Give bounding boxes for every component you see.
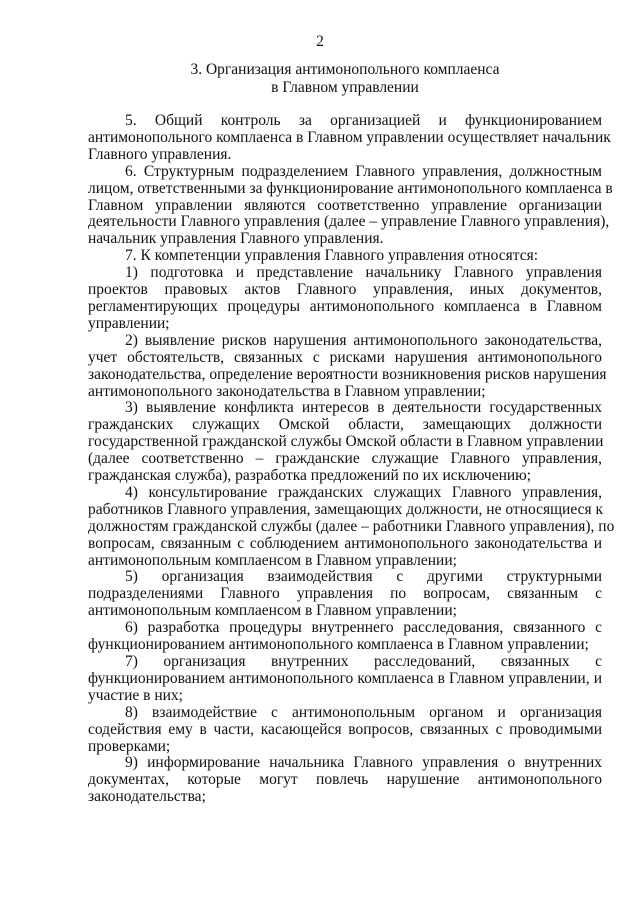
paragraph-8 bbox=[88, 569, 602, 620]
section-heading-line-2: в Главном управлении bbox=[271, 78, 419, 96]
paragraph-line: Главного управления. bbox=[88, 145, 232, 163]
paragraph-line: 1) подготовка и представление начальнику Главного управления bbox=[125, 264, 602, 282]
paragraph-line: работников Главного управления, замещающих должности, не относящиеся к bbox=[88, 500, 604, 518]
paragraph-line: государственной гражданской службы Омской области в Главном управлении bbox=[88, 433, 604, 451]
paragraph-line: 3) выявление конфликта интересов в деятельности государственных bbox=[125, 399, 602, 417]
paragraph-11 bbox=[88, 705, 602, 756]
paragraph-line: законодательства, определение вероятности возникновения рисков нарушения bbox=[88, 365, 607, 383]
paragraph-line: деятельности Главного управления (далее – управление Главного управления), bbox=[88, 213, 610, 231]
paragraph-line: 5) организация взаимодействия с другими структурными bbox=[125, 568, 602, 586]
paragraph-1 bbox=[88, 112, 611, 164]
paragraph-10 bbox=[88, 654, 602, 705]
paragraph-line: 8) взаимодействие с антимонопольным органом и организация bbox=[125, 703, 602, 721]
paragraph-line: 6. Структурным подразделением Главного управления, должностным bbox=[125, 162, 602, 180]
paragraph-line: антимонопольного комплаенса в Главном управлении осуществляет начальник bbox=[88, 128, 611, 146]
paragraph-line: документах, которые могут повлечь нарушение антимонопольного bbox=[88, 771, 602, 789]
paragraph-line: участие в них; bbox=[88, 686, 183, 704]
paragraph-line: 2) выявление рисков нарушения антимонопольного законодательства, bbox=[125, 331, 602, 349]
paragraph-line: (далее соответственно – гражданские служащие Главного управления, bbox=[88, 450, 602, 468]
page-number: 2 bbox=[316, 33, 324, 50]
paragraph-line: начальник управления Главного управления. bbox=[88, 230, 384, 248]
paragraph-line: 5. Общий контроль за организацией и функционированием bbox=[125, 112, 602, 129]
paragraph-line: 7. К компетенции управления Главного управления относятся: bbox=[125, 247, 539, 265]
paragraph-line: гражданских служащих Омской области, замещающих должности bbox=[88, 416, 602, 434]
paragraph-line: 6) разработка процедуры внутреннего расследования, связанного с bbox=[125, 619, 602, 637]
paragraph-line: Главном управлении являются соответственно управление организации bbox=[88, 196, 602, 214]
paragraph-line: проектов правовых актов Главного управления, иных документов, bbox=[88, 281, 602, 299]
paragraph-4 bbox=[88, 265, 602, 333]
paragraph-line: законодательства; bbox=[88, 788, 206, 806]
paragraph-line: 7) организация внутренних расследований, связанных с bbox=[125, 653, 602, 670]
paragraph-line: антимонопольным комплаенсом в Главном управлении; bbox=[88, 602, 457, 620]
section-heading bbox=[88, 61, 602, 96]
paragraph-line: подразделениями Главного управления по вопросам, связанным с bbox=[88, 585, 602, 603]
paragraph-12 bbox=[88, 755, 602, 806]
paragraph-line: функционированием антимонопольного комплаенса в Главном управлении; bbox=[88, 636, 589, 654]
paragraph-5 bbox=[88, 331, 607, 401]
paragraph-line: регламентирующих процедуры антимонопольного комплаенса в Главном bbox=[88, 297, 602, 315]
section-heading-line-1: 3. Организация антимонопольного комплаенса bbox=[190, 61, 500, 78]
paragraph-3 bbox=[88, 248, 602, 265]
paragraph-line: учет обстоятельств, связанных с рисками нарушения антимонопольного bbox=[88, 348, 602, 366]
paragraph-line: антимонопольным комплаенсом в Главном управлении; bbox=[88, 551, 457, 569]
paragraph-line: лицом, ответственными за функционирование антимонопольного комплаенса в bbox=[88, 179, 613, 197]
document-body bbox=[88, 112, 615, 806]
paragraph-line: проверками; bbox=[88, 737, 171, 755]
paragraph-line: 4) консультирование гражданских служащих Главного управления, bbox=[125, 483, 602, 501]
paragraph-7 bbox=[88, 483, 615, 570]
paragraph-line: гражданская служба), разработка предложений по их исключению; bbox=[88, 467, 532, 485]
paragraph-line: антимонопольного законодательства в Главном управлении; bbox=[88, 382, 486, 400]
paragraph-2 bbox=[88, 162, 613, 249]
paragraph-line: вопросам, связанным с соблюдением антимонопольного законодательства и bbox=[88, 534, 602, 552]
paragraph-line: должностям гражданской службы (далее – работники Главного управления), по bbox=[88, 517, 615, 535]
paragraph-line: 9) информирование начальника Главного управления о внутренних bbox=[125, 754, 602, 772]
paragraph-6 bbox=[88, 400, 602, 485]
paragraph-line: управлении; bbox=[88, 314, 170, 332]
paragraph-line: функционированием антимонопольного комплаенса в Главном управлении, и bbox=[88, 669, 602, 687]
paragraph-line: содействия ему в части, касающейся вопросов, связанных с проводимыми bbox=[88, 720, 602, 738]
paragraph-9 bbox=[88, 620, 602, 654]
